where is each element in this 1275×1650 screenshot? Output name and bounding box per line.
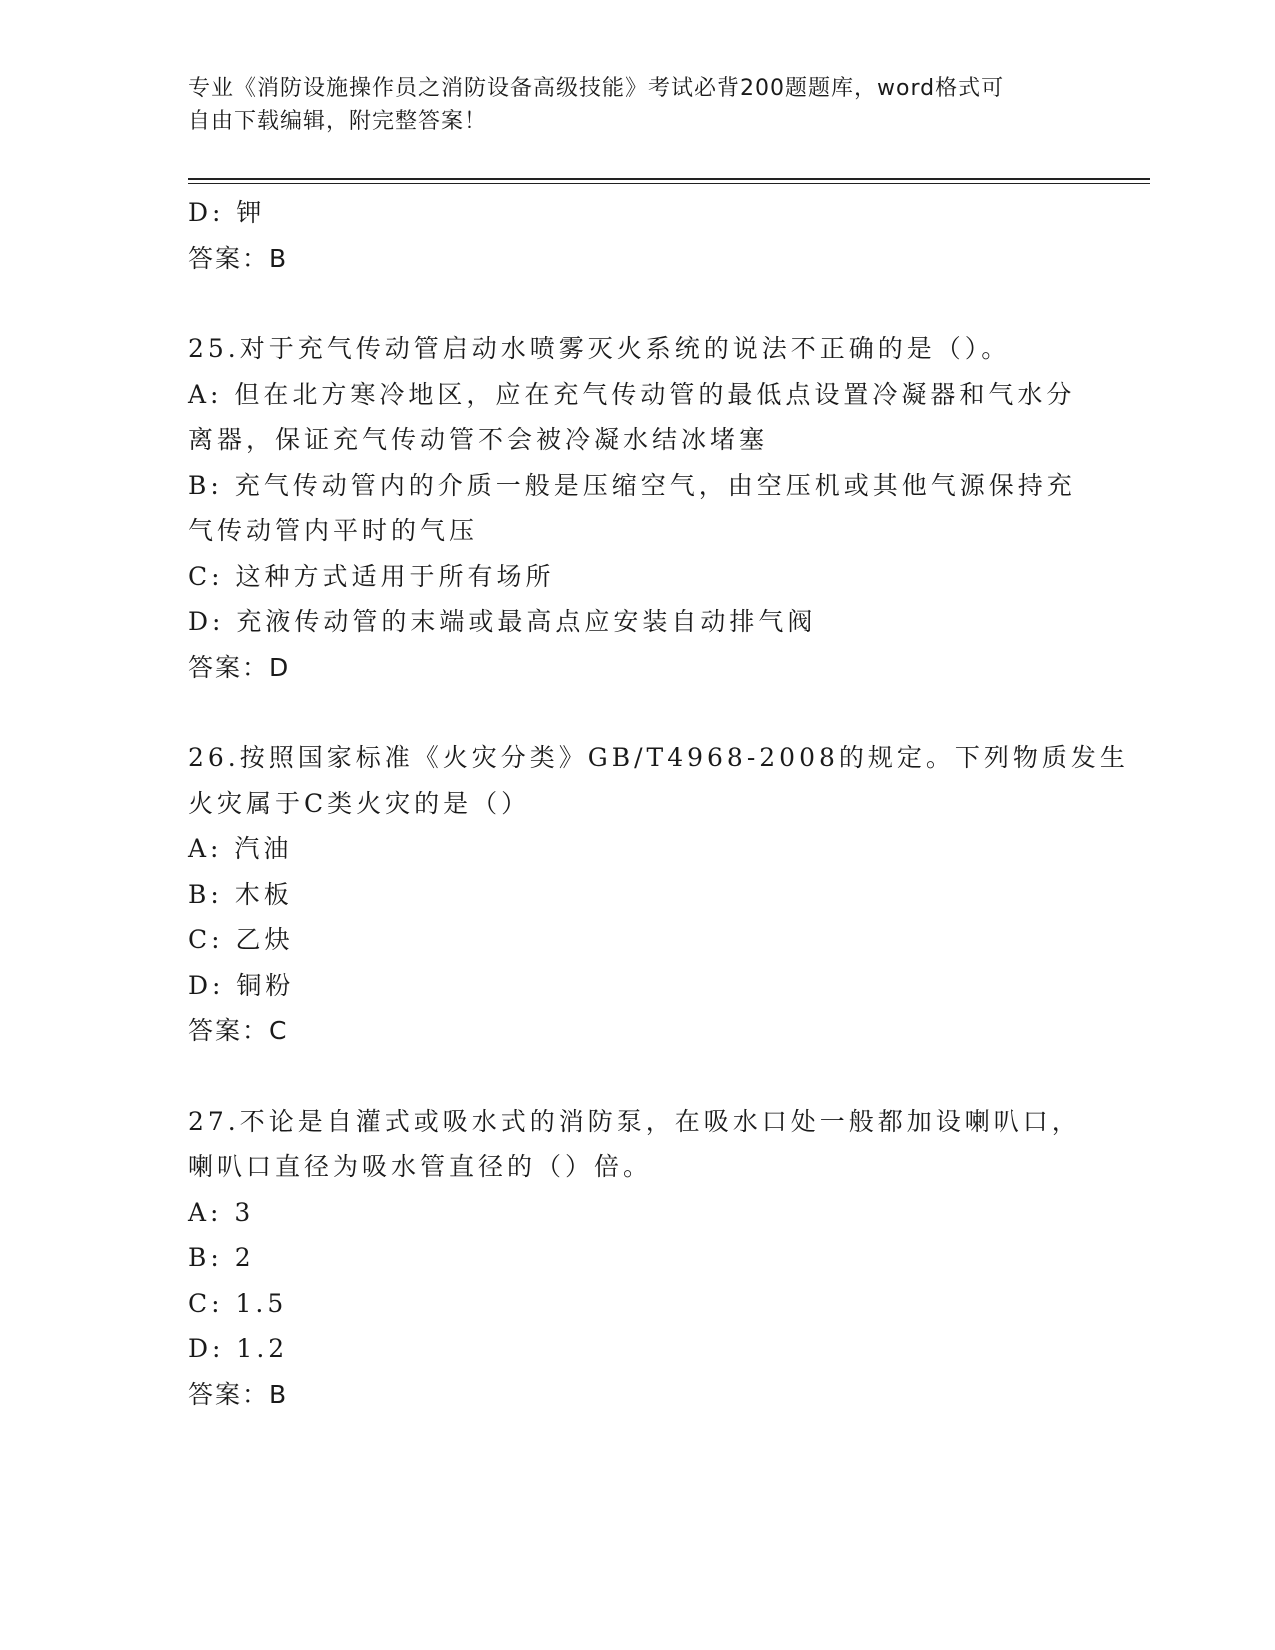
document-header [188,72,1088,138]
option-b: B: 木板 [188,879,293,909]
question-stem-continued: 喇叭口直径为吸水管直径的（）倍。 [188,1152,653,1181]
answer: 答案：C [188,1016,289,1045]
option-a: A: 汽油 [188,834,293,863]
option-c: C: 1.5 [188,1288,288,1318]
question-stem-continued: 火灾属于C类火灾的是（） [188,788,531,818]
header-title-line-1: 专业《消防设施操作员之消防设备高级技能》考试必背200题题库，word格式可 [188,76,1005,101]
spacer [188,1054,1088,1099]
option-d: D: 充液传动管的末端或最高点应安装自动排气阀 [188,607,817,636]
option-c: C: 这种方式适用于所有场所 [188,561,555,591]
spacer [188,281,1088,326]
option-a: A: 3 [188,1197,255,1227]
option-a-continued: 离器，保证充气传动管不会被冷凝水结冰堵塞 [188,425,769,454]
option-b-continued: 气传动管内平时的气压 [188,516,479,545]
option-a: A: 但在北方寒冷地区，应在充气传动管的最低点设置冷凝器和气水分 [188,379,1076,409]
question-stem: 27.不论是自灌式或吸水式的消防泵，在吸水口处一般都加设喇叭口， [188,1106,1081,1136]
prev-answer: 答案：B [188,243,289,273]
option-d: D: 1.2 [188,1334,289,1363]
answer: 答案：B [188,1379,289,1409]
prev-option-d: D: 钾 [188,198,266,227]
header-title-line-2: 自由下载编辑，附完整答案！ [188,109,488,134]
option-b: B: 2 [188,1243,255,1272]
question-stem: 25.对于充气传动管启动水喷雾灭火系统的说法不正确的是（）。 [188,334,1011,363]
option-b: B: 充气传动管内的介质一般是压缩空气，由空压机或其他气源保持充 [188,470,1076,500]
option-c: C: 乙炔 [188,925,294,954]
spacer [188,690,1088,735]
question-list [188,190,1129,1417]
question-stem: 26.按照国家标准《火灾分类》GB/T4968-2008的规定。下列物质发生 [188,743,1129,772]
header-divider [188,178,1150,184]
option-d: D: 铜粉 [188,970,295,1000]
question-27 [188,1099,1088,1418]
question-25 [188,326,1088,690]
answer: 答案：D [188,652,291,682]
question-26 [188,735,1129,1054]
